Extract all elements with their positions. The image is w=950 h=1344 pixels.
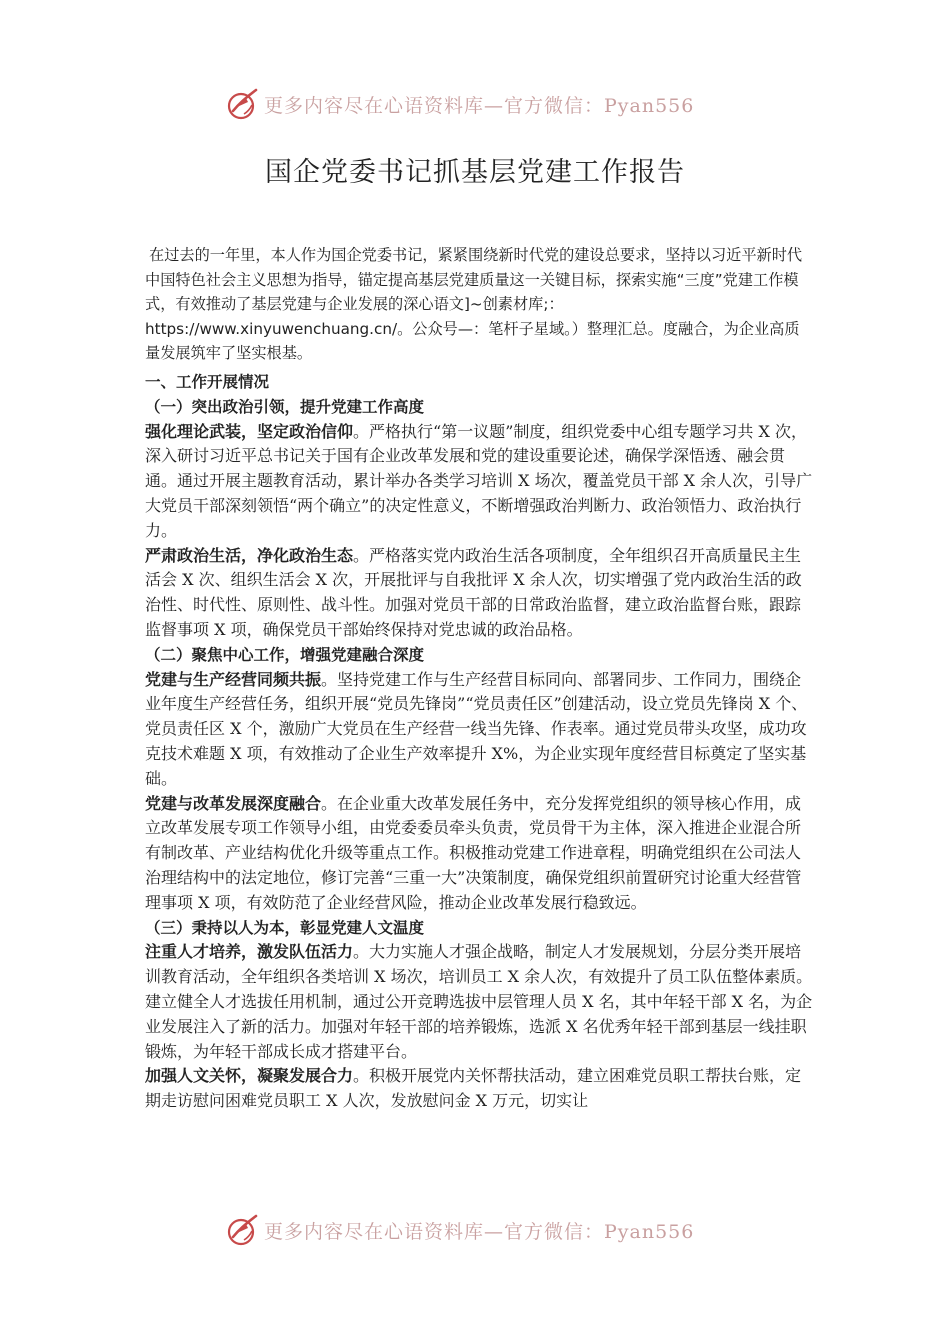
pen-quill-logo-icon [226, 1213, 260, 1247]
intro-text: 在过去的一年里，本人作为国企党委书记，紧紧围绕新时代党的建设总要求，坚持以习近平新时代中国特色社会主义思想为指导，锚定提高基层党建质量这一关键目标，探索实施“三度”党建工作模式，有效推动了基层党建与企业发展的深心语文]~创素材库;：https://www.xinyuwenchuang.cn/。公众号—：笔杆子星域。）整理汇总。度融合，为企业高质量发展筑牢了坚实根基。 [145, 246, 803, 363]
body-paragraph [145, 792, 815, 916]
document-body [145, 370, 815, 1114]
paragraph-lead: 党建与改革发展深度融合 [145, 793, 322, 813]
subsection-heading: （三）秉持以人为本，彰显党建人文温度 [145, 918, 425, 937]
subsection-heading: （一）突出政治引领，提升党建工作高度 [145, 397, 425, 416]
banner-text: 更多内容尽在心语资料库—官方微信：Pyan556 [264, 94, 695, 117]
body-paragraph [145, 940, 815, 1064]
paragraph-text: 。在企业重大改革发展任务中，充分发挥党组织的领导核心作用，成立改革发展专项工作领导小组，由党委委员牵头负责，党员骨干为主体，深入推进企业混合所有制改革、产业结构优化升级等重点工作。积极推动党建工作进章程，明确党组织在公司法人治理结构中的法定地位，修订完善“三重一大”决策制度，确保党组织前置研究讨论重大经营管理事项 X 项，有效防范了企业经营风险，推动企业改革发展行稳致远。 [145, 793, 802, 912]
paragraph-lead: 注重人才培养，激发队伍活力 [145, 942, 354, 962]
paragraph-text: 。严格落实党内政治生活各项制度，全年组织召开高质量民主生活会 X 次、组织生活会 X 次，开展批评与自我批评 X 余人次，切实增强了党内政治生活的政治性、时代性、原则性、战斗性。加强对党员干部的日常政治监督，建立政治监督台账，跟踪监督事项 X 项，确保党员干部始终保持对党忠诚的政治品格。 [145, 545, 802, 639]
document-title: 国企党委书记抓基层党建工作报告 [265, 157, 685, 188]
intro-paragraph [145, 243, 811, 366]
pen-quill-logo-icon [226, 87, 260, 121]
body-paragraph [145, 1064, 815, 1114]
paragraph-lead: 加强人文关怀，凝聚发展合力 [145, 1066, 354, 1086]
header-banner[interactable] [226, 86, 726, 122]
banner-text: 更多内容尽在心语资料库—官方微信：Pyan556 [264, 1220, 695, 1243]
paragraph-text: 。大力实施人才强企战略，制定人才发展规划，分层分类开展培训教育活动，全年组织各类培训 X 场次，培训员工 X 余人次，有效提升了员工队伍整体素质。建立健全人才选拔任用机制，通过公开竞聘选拔中层管理人员 X 名，其中年轻干部 X 名，为企业发展注入了新的活力。加强对年轻干部的培养锻炼，选派 X 名优秀年轻干部到基层一线挂职锻炼，为年轻干部成长成才搭建平台。 [145, 942, 813, 1061]
footer-banner[interactable] [226, 1212, 726, 1248]
paragraph-lead: 党建与生产经营同频共振 [145, 669, 322, 689]
paragraph-text: 。坚持党建工作与生产经营目标同向、部署同步、工作同力，围绕企业年度生产经营任务，组织开展“党员先锋岗”“党员责任区”创建活动，设立党员先锋岗 X 个、党员责任区 X 个，激励广大党员在生产经营一线当先锋、作表率。通过党员带头攻坚，成功攻克技术难题 X 项，有效推动了企业生产效率提升 X%，为企业实现年度经营目标奠定了坚实基础。 [145, 669, 808, 788]
paragraph-text: 。严格执行“第一议题”制度，组织党委中心组专题学习共 X 次，深入研讨习近平总书记关于国有企业改革发展和党的建设重要论述，确保学深悟透、融会贯通。通过开展主题教育活动，累计举办各类学习培训 X 场次，覆盖党员干部 X 余人次，引导广大党员干部深刻领悟“两个确立”的决定性意义，不断增强政治判断力、政治领悟力、政治执行力。 [145, 421, 813, 540]
paragraph-text: 。积极开展党内关怀帮扶活动，建立困难党员职工帮扶台账，定期走访慰问困难党员职工 X 人次，发放慰问金 X 万元，切实让 [145, 1066, 802, 1111]
section-heading: 一、工作开展情况 [145, 373, 270, 391]
paragraph-lead: 强化理论武装，坚定政治信仰 [145, 421, 354, 441]
body-paragraph [145, 420, 815, 544]
body-paragraph [145, 544, 815, 643]
paragraph-lead: 严肃政治生活，净化政治生态 [145, 545, 354, 565]
subsection-heading: （二）聚焦中心工作，增强党建融合深度 [145, 645, 425, 664]
body-paragraph [145, 668, 815, 792]
